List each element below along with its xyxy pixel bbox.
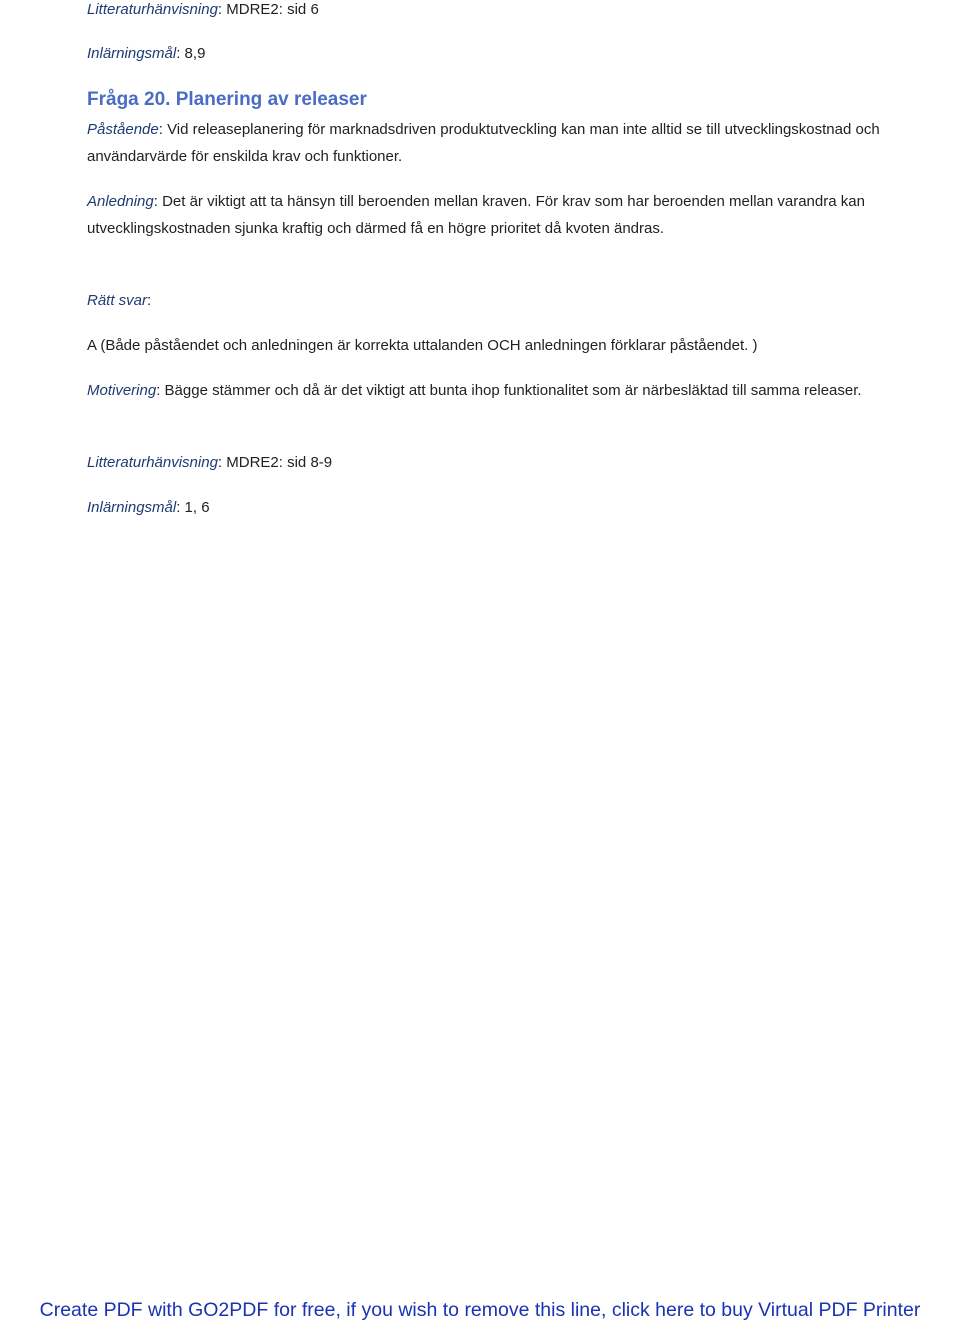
answer-colon: :: [147, 292, 152, 309]
goals-line: [87, 494, 210, 521]
reference-label: Litteraturhänvisning: [87, 454, 218, 471]
reason-label: Anledning: [87, 193, 154, 210]
motivation-text: : Bägge stämmer och då är det viktigt att bunta ihop funktionalitet som är närbesläktad till samma releaser.: [156, 382, 862, 399]
prev-goals-value: : 8,9: [176, 45, 206, 62]
goals-label: Inlärningsmål: [87, 499, 177, 516]
prev-goals-label: Inlärningsmål: [87, 45, 177, 62]
claim-text: : Vid releaseplanering för marknadsdriven produktutveckling kan man inte alltid se till utvecklingskostnad och användarvärde för enskilda krav och funktioner.: [87, 121, 880, 165]
answer-text: A (Både påståendet och anledningen är korrekta uttalanden OCH anledningen förklarar påståendet. ): [87, 337, 758, 354]
answer-label: Rätt svar: [87, 292, 148, 309]
motivation-label: Motivering: [87, 382, 157, 399]
claim-paragraph: [87, 116, 887, 170]
reference-line: [87, 449, 332, 476]
question-title: Fråga 20. Planering av releaser: [87, 89, 367, 110]
prev-reference: [87, 0, 319, 23]
prev-goals: [87, 40, 205, 67]
prev-reference-label: Litteraturhänvisning: [87, 1, 218, 18]
reason-text: : Det är viktigt att ta hänsyn till beroenden mellan kraven. För krav som har beroenden mellan varandra kan utvecklingskostnaden sjunka kraftig och därmed få en högre prioritet då kvoten ändras.: [87, 193, 865, 237]
claim-label: Påstående: [87, 121, 159, 138]
goals-value: : 1, 6: [176, 499, 210, 516]
answer-label-line: [87, 287, 151, 314]
prev-reference-value: : MDRE2: sid 6: [217, 1, 319, 18]
reference-value: : MDRE2: sid 8-9: [217, 454, 333, 471]
reason-paragraph: [87, 188, 887, 242]
pdf-watermark-link[interactable]: Create PDF with GO2PDF for free, if you wish to remove this line, click here to buy Virtual PDF Printer: [39, 1299, 921, 1321]
motivation-paragraph: [87, 377, 887, 404]
